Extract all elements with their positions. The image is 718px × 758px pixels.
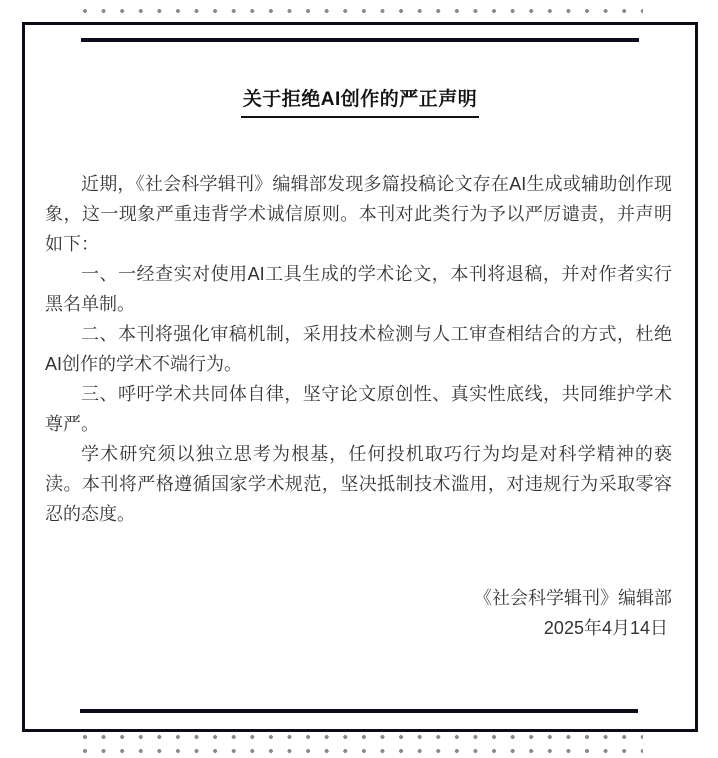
dotted-border-bottom-row2 — [83, 749, 643, 753]
top-rule — [81, 38, 639, 42]
dotted-border-bottom-row1 — [83, 735, 643, 739]
bottom-rule — [80, 709, 638, 713]
dotted-border-top — [83, 9, 643, 13]
statement-paragraph-closing: 学术研究须以独立思考为根基，任何投机取巧行为均是对科学精神的亵渎。本刊将严格遵循国家学术规范，坚决抵制技术滥用，对违规行为采取零容忍的态度。 — [45, 444, 672, 524]
statement-body — [45, 169, 672, 529]
signature-editorial-department: 《社会科学辑刊》编辑部 — [474, 588, 672, 608]
signature-date: 2025年4月14日 — [543, 618, 668, 638]
statement-card — [22, 22, 698, 732]
statement-paragraph-item-2: 二、本刊将强化审稿机制，采用技术检测与人工审查相结合的方式，杜绝AI创作的学术不端行为。 — [45, 324, 672, 374]
title-container — [25, 84, 695, 118]
statement-paragraph-item-1: 一、一经查实对使用AI工具生成的学术论文，本刊将退稿，并对作者实行黑名单制。 — [45, 264, 672, 314]
statement-paragraph-item-3: 三、呼吁学术共同体自律，坚守论文原创性、真实性底线，共同维护学术尊严。 — [45, 384, 672, 434]
statement-paragraph-intro: 近期，《社会科学辑刊》编辑部发现多篇投稿论文存在AI生成或辅助创作现象，这一现象严重违背学术诚信原则。本刊对此类行为予以严厉谴责，并声明如下： — [45, 174, 672, 254]
statement-title: 关于拒绝AI创作的严正声明 — [241, 84, 480, 118]
signature-block — [474, 583, 672, 643]
